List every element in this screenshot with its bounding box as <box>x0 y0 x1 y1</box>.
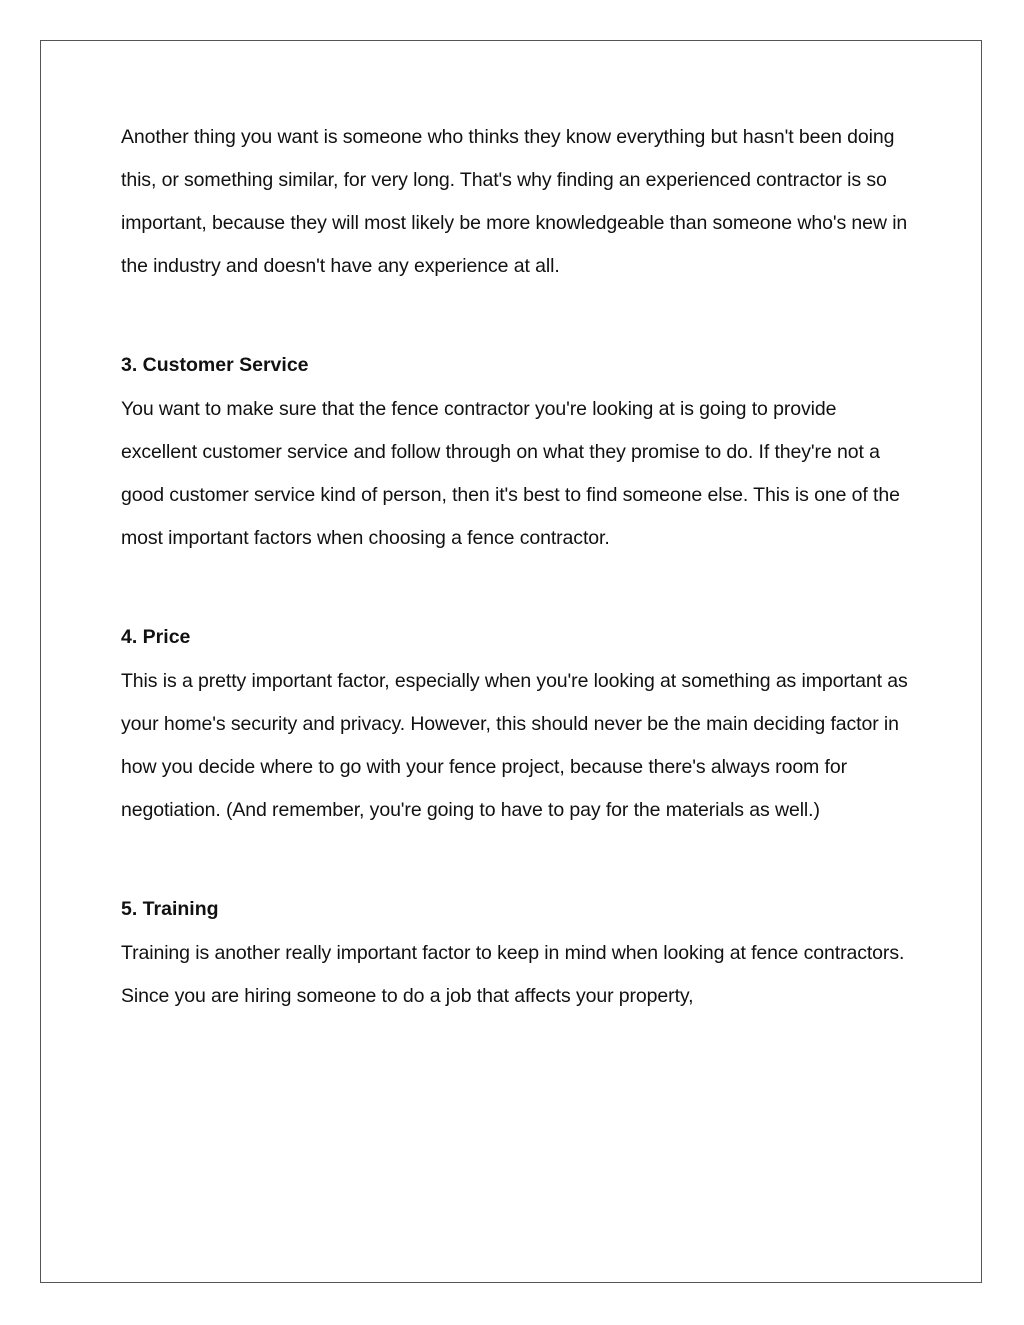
section-body-price: This is a pretty important factor, especially when you're looking at something as important as your home's security and privacy. However, this should never be the main deciding factor in how you decide where to go with your fence project, because there's always room for negotiation. (And remember, you're going to have to pay for the materials as well.) <box>121 670 908 821</box>
intro-paragraph: Another thing you want is someone who thinks they know everything but hasn't been doing this, or something similar, for very long. That's why finding an experienced contractor is so important, because they will most likely be more knowledgeable than someone who's new in the industry and doesn't have any experience at all. <box>121 126 908 277</box>
section-body-training: Training is another really important factor to keep in mind when looking at fence contractors. Since you are hiring someone to do a job that affects your property, <box>121 942 905 1007</box>
document-body <box>121 116 911 1018</box>
section-body-customer-service: You want to make sure that the fence contractor you're looking at is going to provide excellent customer service and follow through on what they promise to do. If they're not a good customer service kind of person, then it's best to find someone else. This is one of the most important factors when choosing a fence contractor. <box>121 398 900 549</box>
section-heading-training: 5. Training <box>121 898 219 920</box>
section-heading-customer-service: 3. Customer Service <box>121 354 309 376</box>
section-heading-price: 4. Price <box>121 626 191 648</box>
